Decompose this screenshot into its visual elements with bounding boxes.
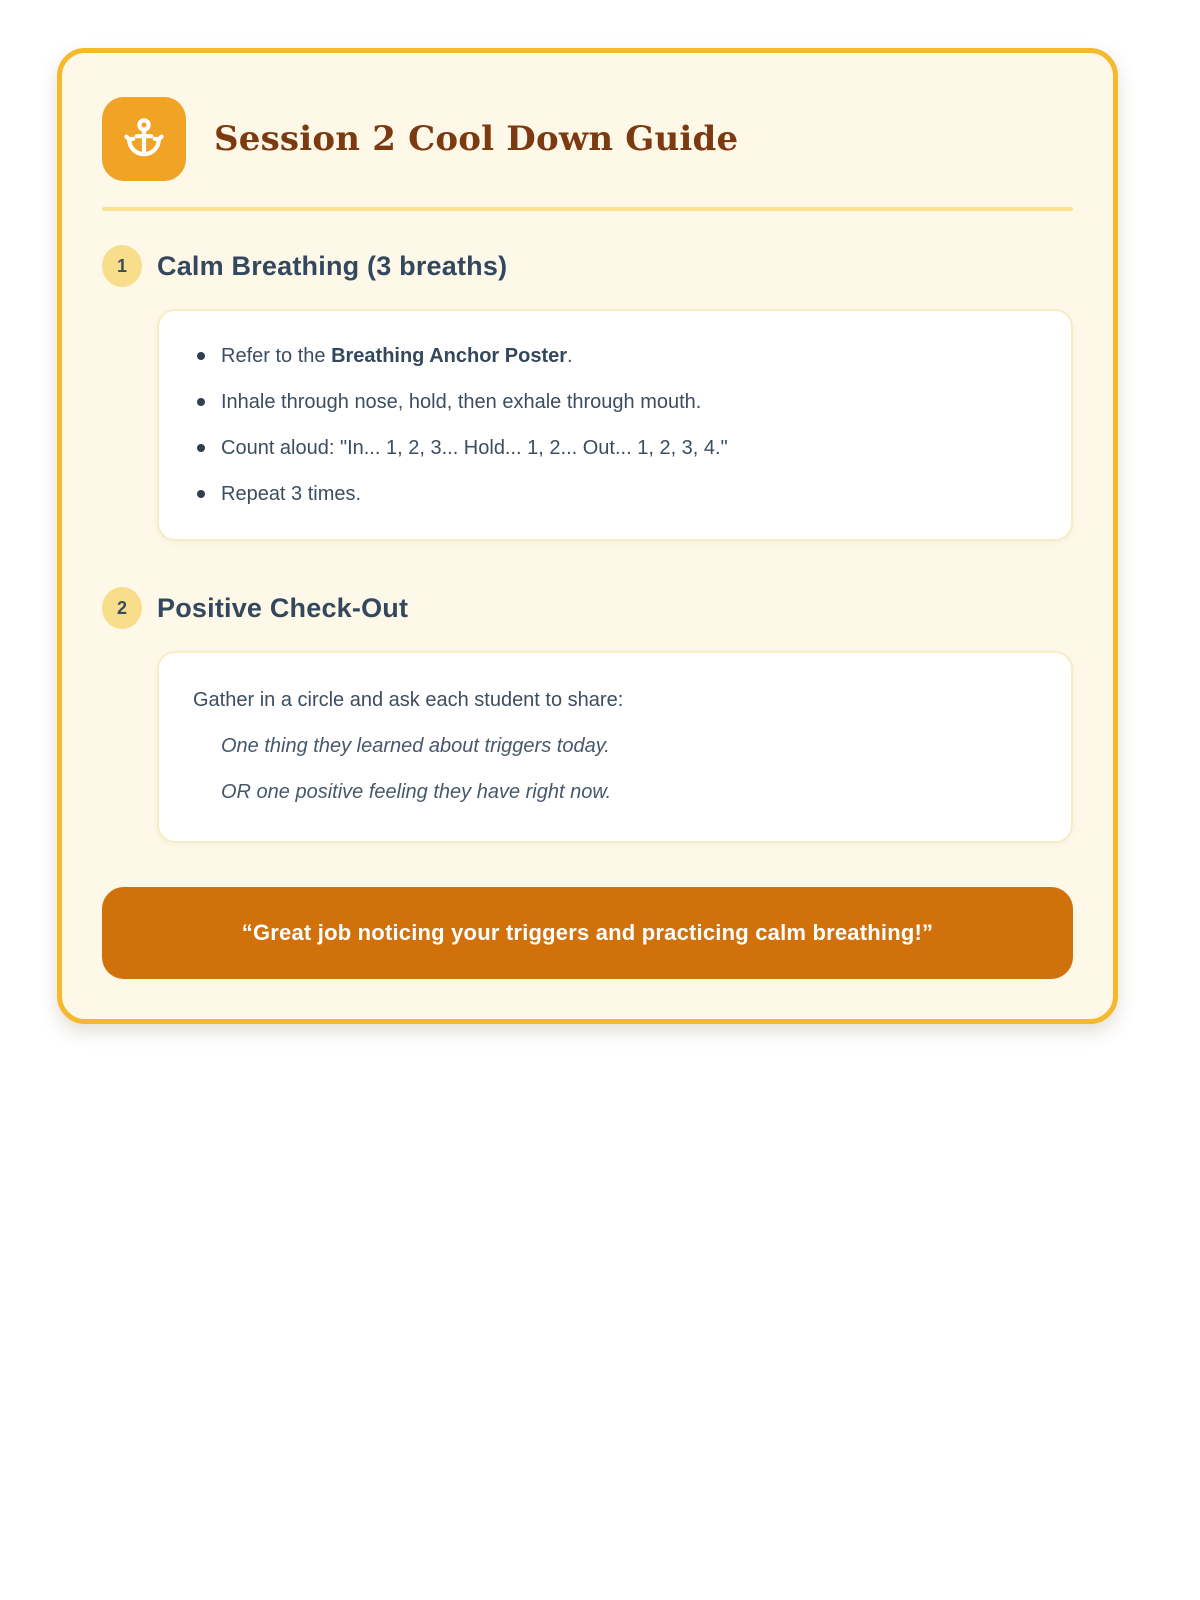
section-2-heading-row (102, 587, 1073, 629)
list-item (193, 379, 1037, 425)
anchor-icon (102, 97, 186, 181)
breathing-steps-list (193, 333, 1037, 517)
header (102, 97, 1073, 181)
breathing-steps-card (157, 309, 1073, 541)
page-title: Session 2 Cool Down Guide (214, 119, 739, 159)
cool-down-guide-card (57, 48, 1118, 1024)
bullet-text: Refer to the (221, 345, 332, 367)
section-1-title: Calm Breathing (3 breaths) (157, 250, 508, 281)
bullet-text: Count aloud: "In... 1, 2, 3... Hold... 1, 2... Out... 1, 2, 3, 4." (221, 437, 728, 459)
list-item (193, 471, 1037, 517)
header-divider (102, 207, 1073, 211)
bullet-text: . (567, 345, 573, 367)
check-out-option-1: One thing they learned about triggers today. (221, 735, 610, 757)
check-out-card (157, 651, 1073, 843)
step-number-badge: 1 (102, 245, 142, 287)
praise-banner-text: “Great job noticing your triggers and practicing calm breathing!” (241, 920, 934, 945)
bullet-text: Repeat 3 times. (221, 483, 362, 505)
check-out-intro: Gather in a circle and ask each student to share: (193, 689, 624, 711)
section-1-heading-row (102, 245, 1073, 287)
bullet-bold-text: Breathing Anchor Poster (331, 345, 568, 367)
step-number-badge: 2 (102, 587, 142, 629)
list-item (193, 425, 1037, 471)
bullet-text: Inhale through nose, hold, then exhale through mouth. (221, 391, 702, 413)
list-item (193, 333, 1037, 379)
section-calm-breathing (102, 245, 1073, 541)
section-positive-check-out (102, 587, 1073, 843)
praise-banner (102, 887, 1073, 979)
check-out-option-2: OR one positive feeling they have right now. (221, 781, 612, 803)
section-2-title: Positive Check-Out (157, 592, 409, 623)
